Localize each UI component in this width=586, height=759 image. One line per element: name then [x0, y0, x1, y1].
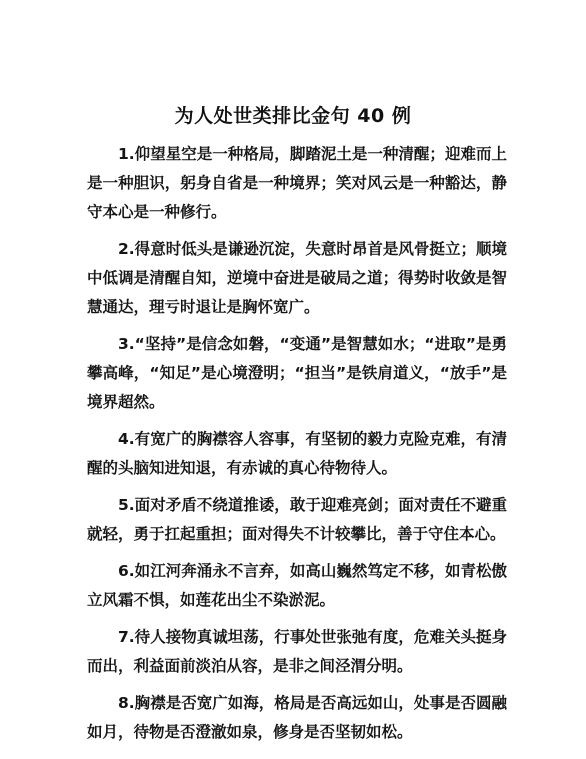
document-body	[87, 140, 507, 755]
paragraph-2: 2.得意时低头是谦逊沉淀，失意时昂首是风骨挺立；顺境中低调是清醒自知，逆境中奋进是破局之道；得势时收敛是智慧通达，理亏时退让是胸怀宽广。	[87, 240, 507, 316]
paragraph-8: 8.胸襟是否宽广如海，格局是否高远如山，处事是否圆融如月，待物是否澄澈如泉，修身是否坚韧如松。	[87, 694, 507, 741]
document-title: 为人处世类排比金句 40 例	[174, 105, 412, 127]
paragraph-3: 3.“坚持”是信念如磐，“变通”是智慧如水；“进取”是勇攀高峰，“知足”是心境澄明；“担当”是铁肩道义，“放手”是境界超然。	[87, 335, 507, 411]
paragraph-5: 5.面对矛盾不绕道推诿，敢于迎难亮剑；面对责任不避重就轻，勇于扛起重担；面对得失不计较攀比，善于守住本心。	[87, 496, 507, 543]
paragraph-7: 7.待人接物真诚坦荡，行事处世张弛有度，危难关头挺身而出，利益面前淡泊从容，是非之间泾渭分明。	[87, 628, 507, 675]
paragraph-1: 1.仰望星空是一种格局，脚踏泥土是一种清醒；迎难而上是一种胆识，躬身自省是一种境界；笑对风云是一种豁达，静守本心是一种修行。	[87, 145, 507, 221]
paragraph-6: 6.如江河奔涌永不言弃，如高山巍然笃定不移，如青松傲立风霜不惧，如莲花出尘不染淤泥。	[87, 562, 507, 609]
paragraph-4: 4.有宽广的胸襟容人容事，有坚韧的毅力克险克难，有清醒的头脑知进知退，有赤诚的真心待物待人。	[87, 430, 507, 477]
